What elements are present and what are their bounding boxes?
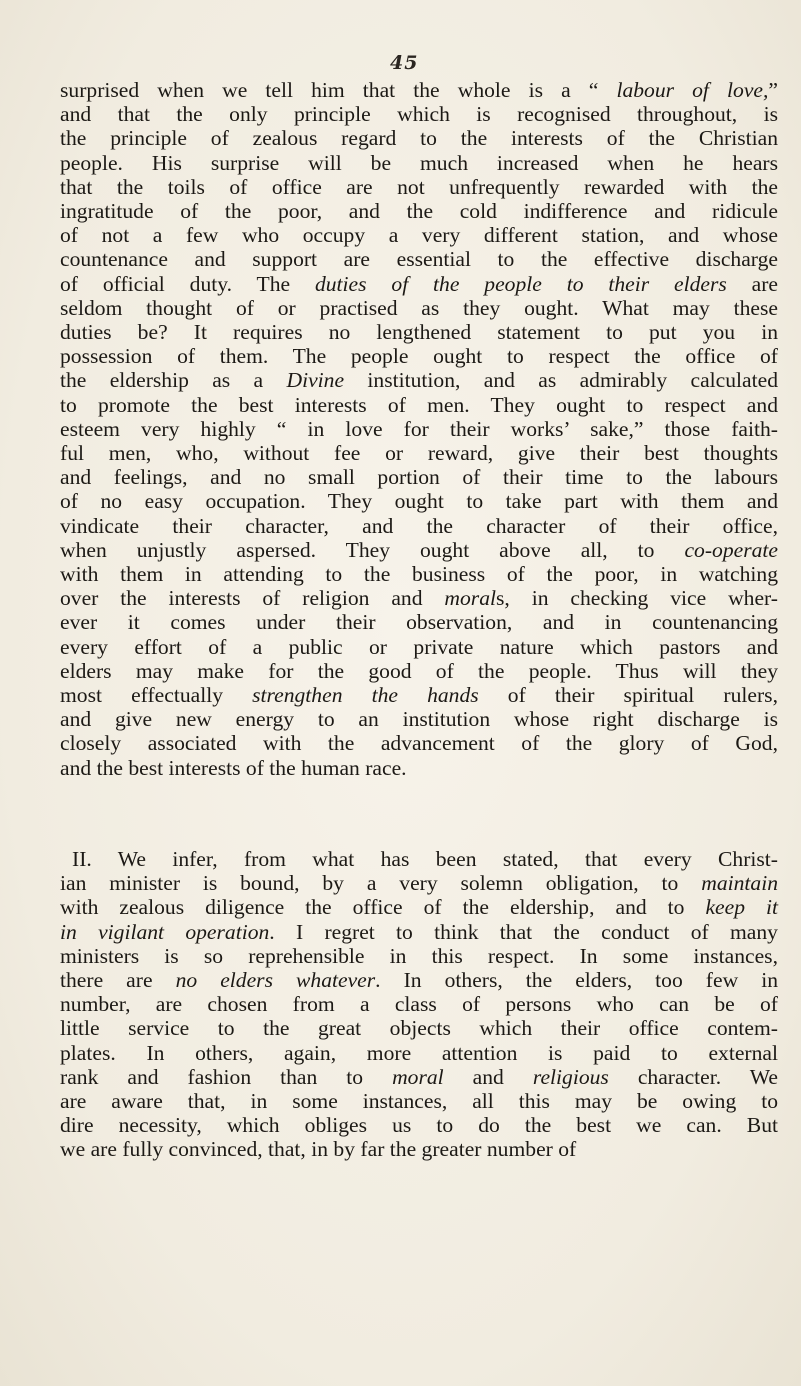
italic-phrase: in vigilant operation (60, 919, 270, 944)
text-line: most effectually strengthen the hands of their spiritual rulers, (60, 683, 778, 708)
text-line: when unjustly aspersed. They ought above all, to co-operate (60, 537, 778, 562)
text-line: countenance and support are essential to the effective discharge (60, 247, 778, 272)
italic-phrase: keep it (705, 895, 778, 920)
text-line: plates. In others, again, more attention is paid to external (60, 1040, 778, 1065)
text-line: the principle of zealous regard to the interests of the Christian (60, 126, 778, 151)
text-line: II. We infer, from what has been stated, that every Christ- (72, 847, 778, 871)
text-line: every effort of a public or private nature which pastors and (60, 634, 778, 659)
text-line: ingratitude of the poor, and the cold indifference and ridicule (60, 199, 778, 224)
text-line: are aware that, in some instances, all this may be owing to (60, 1089, 778, 1114)
text-line: the eldership as a Divine institution, and as admirably calculated (60, 368, 779, 393)
italic-phrase: religious (532, 1064, 609, 1089)
text-line: esteem very highly “ in love for their works’ sake,” those faith- (60, 416, 778, 441)
italic-phrase: no elders whatever (175, 968, 376, 993)
italic-phrase: Divine (286, 368, 345, 393)
text-line: ful men, who, without fee or reward, give their best thoughts (60, 441, 778, 466)
text-line: there are no elders whatever. In others, the elders, too few in (60, 968, 778, 993)
text-line: and give new energy to an institution whose right discharge is (60, 707, 778, 732)
text-line: dire necessity, which obliges us to do the best we can. But (60, 1113, 778, 1138)
text-line: with zealous diligence the office of the eldership, and to keep it (60, 895, 778, 920)
paragraph-section-ii (60, 847, 778, 1162)
text-line: seldom thought of or practised as they ought. What may these (60, 295, 778, 320)
text-line: of not a few who occupy a very different station, and whose (60, 223, 778, 248)
text-line: elders may make for the good of the people. Thus will they (60, 658, 778, 683)
text-line: and that the only principle which is recognised throughout, is (60, 102, 778, 127)
text-line: we are fully convinced, that, in by far the greater number of (60, 1137, 577, 1162)
text-line: duties be? It requires no lengthened statement to put you in (60, 320, 778, 345)
italic-phrase: duties of the people to their elders (314, 271, 727, 296)
text-line: possession of them. The people ought to respect the office of (60, 344, 778, 369)
text-line: of no easy occupation. They ought to take part with them and (60, 489, 778, 514)
text-line: ever it comes under their observation, and in countenancing (60, 610, 778, 635)
text-line: over the interests of religion and morals, in checking vice wher- (60, 586, 778, 611)
italic-phrase: strengthen the hands (252, 683, 479, 708)
text-line: ian minister is bound, by a very solemn obligation, to maintain (60, 871, 778, 896)
italic-phrase: maintain (701, 871, 778, 896)
text-line: with them in attending to the business of the poor, in watching (60, 562, 778, 587)
text-line: to promote the best interests of men. They ought to respect and (60, 392, 778, 417)
italic-phrase: co-operate (684, 537, 778, 562)
text-line: that the toils of office are not unfrequently rewarded with the (60, 174, 778, 199)
text-line: of official duty. The duties of the people to their elders are (60, 271, 778, 296)
text-line: people. His surprise will be much increased when he hears (60, 150, 778, 175)
italic-phrase: moral (392, 1064, 444, 1089)
text-line: and feelings, and no small portion of their time to the labours (60, 465, 778, 490)
text-line: little service to the great objects which their office contem- (60, 1016, 778, 1041)
page-number: 45 (390, 52, 419, 74)
text-line: ministers is so reprehensible in this respect. In some instances, (60, 943, 778, 968)
text-line: and the best interests of the human race. (60, 755, 407, 780)
text-line: closely associated with the advancement of the glory of God, (60, 731, 778, 756)
text-line: number, are chosen from a class of persons who can be of (60, 992, 778, 1017)
text-line: rank and fashion than to moral and religious character. We (60, 1064, 778, 1089)
text-line: in vigilant operation. I regret to think that the conduct of many (60, 919, 778, 944)
italic-phrase: labour of love, (616, 78, 769, 102)
paragraph-continuation (60, 78, 778, 780)
text-line: vindicate their character, and the character of their office, (60, 513, 778, 538)
italic-phrase: moral (444, 586, 496, 611)
text-line: surprised when we tell him that the whole is a “ labour of love,” (60, 78, 778, 102)
